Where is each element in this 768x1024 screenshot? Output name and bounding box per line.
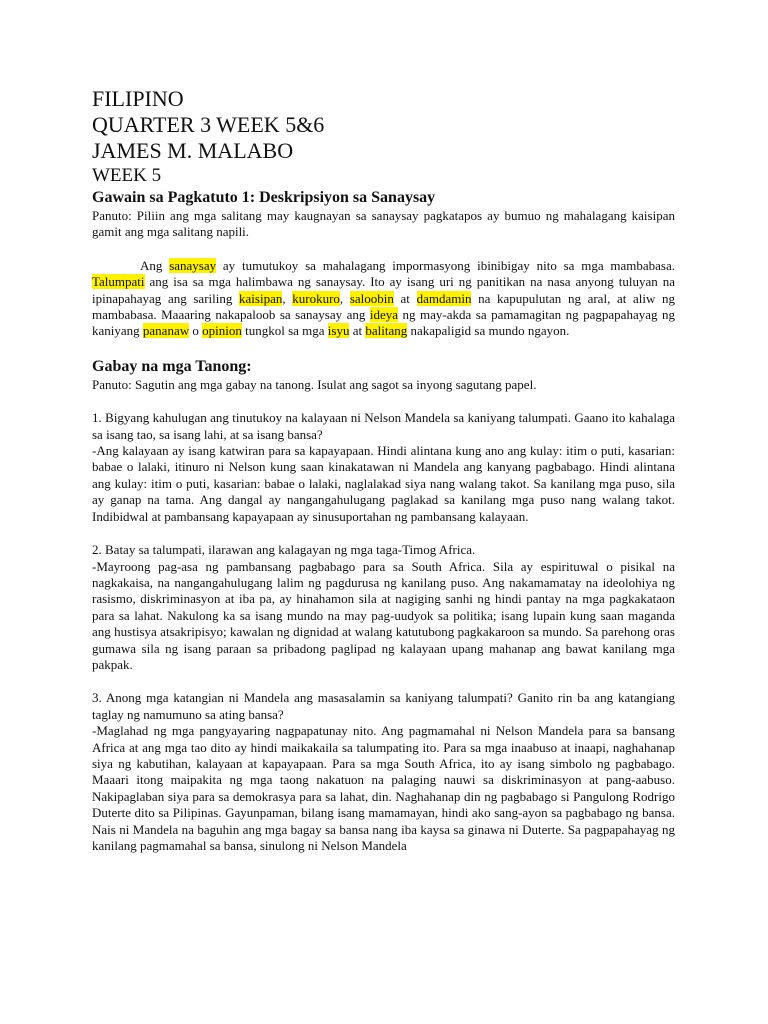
highlighted-term: Talumpati — [92, 274, 145, 290]
highlighted-term: kurokuro — [292, 290, 340, 306]
activity-instruction: Panuto: Piliin ang mga salitang may kaugnayan sa sanaysay pagkatapos ay bumuo ng mahalagang kaisipan gamit ang mga salitang napili. — [92, 208, 675, 240]
guide-instruction: Panuto: Sagutin ang mga gabay na tanong. Isulat ang sagot sa inyong sagutang papel. — [92, 376, 537, 392]
highlighted-term: pananaw — [142, 323, 190, 339]
passage-text: at — [393, 290, 417, 306]
question-text: 3. Anong mga katangian ni Mandela ang masasalamin sa kaniyang talumpati? Ganito rin ba ang katangiang taglay ng namumuno sa ating bansa? — [92, 690, 675, 722]
highlighted-term: damdamin — [416, 290, 472, 306]
highlighted-term: balitang — [365, 323, 408, 339]
passage-text: ng may-akda sa pamamagitan ng pagpapahayag ng kaniyang — [92, 307, 675, 339]
answer-text: -Ang kalayaan ay isang katwiran para sa kapayapaan. Hindi alintana kung ano ang kulay: itim o puti, kasarian: babae o lalaki, itinuro ni Nelson kung saan kinakatawan ni Mandela ang kanyang pagbabago. Hindi alintana ang kulay: itim o puti, kasarian: babae o lalaki, naglalakad siya nang walang takot. Sa kanilang mga puso, sila ay ganap na tama. Ang dangal ay nangangahulugang paglakad sa kanilang mga puso nang walang takot. Indibidwal at pambansang kapayapaan ay sinusuportahan ng pambansang kalayaan. — [92, 443, 675, 524]
highlighted-term: opinion — [202, 323, 242, 339]
subject-heading: FILIPINO — [92, 86, 184, 111]
passage-text: , — [282, 290, 293, 306]
passage-text: o — [189, 323, 203, 339]
document-page — [92, 86, 675, 854]
passage-text: ang isa sa mga halimbawa ng sanaysay. Ito ay isang uri ng panitikan na nasa anyong tuluyan na ipinapahayag ang sariling — [92, 274, 675, 306]
highlighted-term: ideya — [369, 307, 399, 323]
question-text: 2. Batay sa talumpati, ilarawan ang kalagayan ng mga taga-Timog Africa. — [92, 542, 476, 558]
passage-text: nakapaligid sa mundo ngayon. — [407, 323, 570, 339]
question-text: 1. Bigyang kahulugan ang tinutukoy na kalayaan ni Nelson Mandela sa kaniyang talumpati. Gaano ito kahalaga sa isang tao, sa isang lahi, at sa isang bansa? — [92, 410, 675, 442]
passage-text: na kapupulutan ng aral, at aliw ng mambabasa. Maaaring nakapaloob sa sanaysay ang — [92, 290, 676, 323]
activity-title: Gawain sa Pagkatuto 1: Deskripsiyon sa Sanaysay — [92, 189, 436, 206]
passage-text: at — [349, 323, 366, 339]
week-heading: WEEK 5 — [92, 165, 162, 186]
author-heading: JAMES M. MALABO — [92, 138, 294, 163]
passage-text: ay tumutukoy sa mahalagang impormasyong ibinibigay nito sa mga mambabasa. — [216, 257, 676, 273]
passage-text: tungkol sa mga — [241, 323, 328, 339]
quarter-heading: QUARTER 3 WEEK 5&6 — [92, 112, 325, 137]
activity-passage — [92, 258, 675, 340]
answer-text: -Maglahad ng mga pangyayaring nagpapatunay nito. Ang pagmamahal ni Nelson Mandela para sa bansang Africa at ang mga tao dito ay hindi maikakaila sa talumpating ito. Para sa mga inaabuso at inaapi, naghahanap siya ng kabutihan, kalayaan at kapayapaan. Para sa mga South Africa, ito ay isang simbolo ng pagbabago. Maaari itong maipakita ng mga taong nakatuon na palaging nauwi sa diskriminasyon at pang-aabuso. Nakipaglaban siya para sa demokrasya para sa lahat, din. Naghahanap din ng pagbabago si Pangulong Rodrigo Duterte dito sa Pilipinas. Gayunpaman, bilang isang mamamayan, hindi ako sang-ayon sa pagbabago ng bansa. Nais ni Mandela na baguhin ang mga bagay sa bansa nang iba kaysa sa ginawa ni Duterte. Sa pagpapahayag ng kanilang pagmamahal sa bansa, sinulong ni Nelson Mandela — [92, 723, 675, 853]
passage-text: , — [339, 290, 350, 306]
question-block — [92, 690, 675, 854]
highlighted-term: saloobin — [349, 290, 394, 306]
guide-title: Gabay na mga Tanong: — [92, 357, 252, 375]
question-block — [92, 410, 675, 525]
highlighted-term: kaisipan — [239, 290, 283, 306]
passage-text: Ang — [140, 257, 170, 273]
question-block — [92, 542, 675, 673]
answer-text: -Mayroong pag-asa ng pambansang pagbabago para sa South Africa. Sila ay espirituwal o pisikal na nagkakaisa, na nangangahulugang lalim ng pagdurusa ng kanilang puso. Ang nakamamatay na ideolohiya ng rasismo, diskriminasyon at iba pa, ay hinahamon sila at nagiging sanhi ng hindi pantay na mga pagkakataon para sa lahat. Nakulong ka sa isang mundo na may pag-uudyok sa politika; isang lupain kung saan maganda ang hustisya atsakripisyo; kawalan ng dignidad at walang katutubong pagkakaroon sa mundo. Sa parehong oras gumawa sila ng isang paraan sa pribadong paglipad ng kalayaan upang mahanap ang bawat kanilang mga pakpak. — [92, 558, 675, 672]
highlighted-term: sanaysay — [169, 257, 217, 273]
highlighted-term: isyu — [327, 323, 350, 339]
